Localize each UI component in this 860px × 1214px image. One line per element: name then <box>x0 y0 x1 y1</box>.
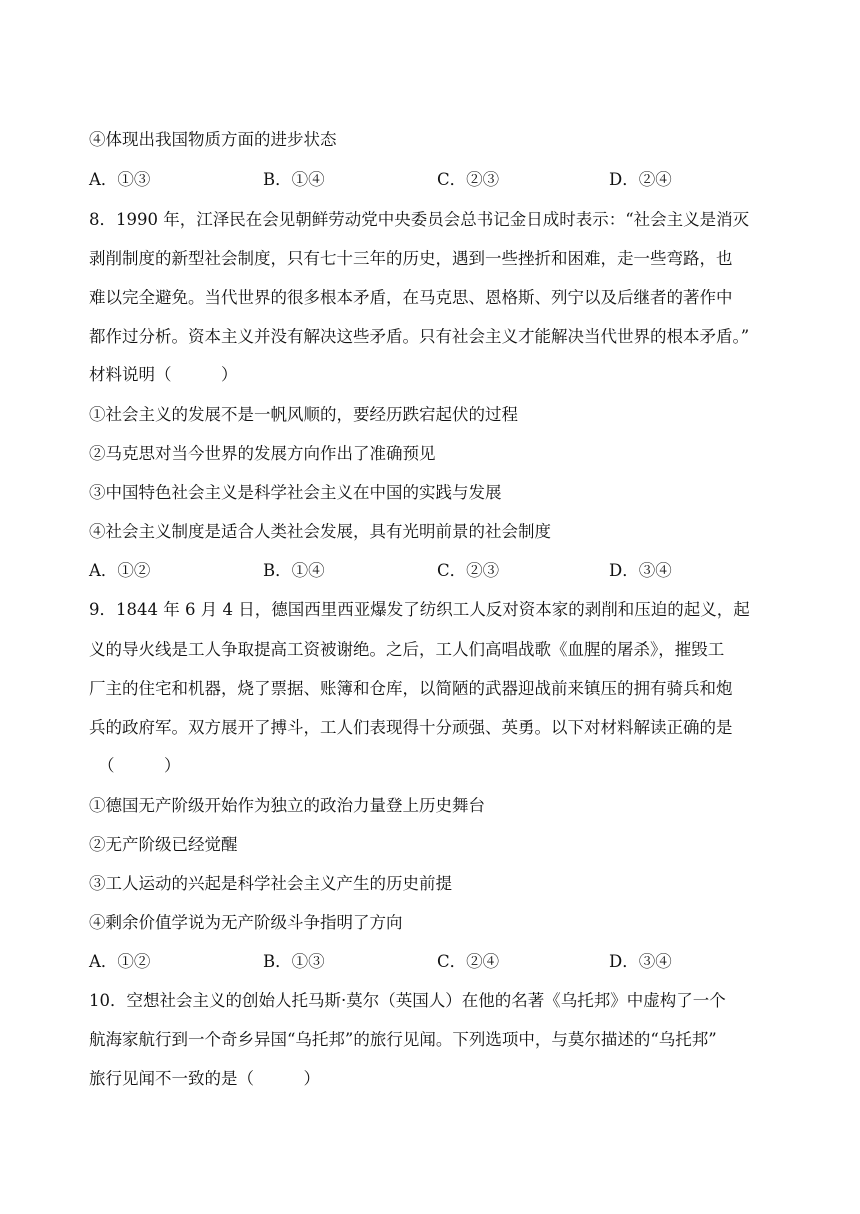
q8-stem-line-2: 剥削制度的新型社会制度，只有七十三年的历史，遇到一些挫折和困难，走一些弯路，也 <box>89 249 733 268</box>
q9-stem-line-5: （ ） <box>98 756 181 775</box>
q9-stem-line-1: 9．1844 年 6 月 4 日，德国西里西亚爆发了纺织工人反对资本家的剥削和压迫的起义，起 <box>89 600 750 619</box>
q8-stem-line-3: 难以完全避免。当代世界的很多根本矛盾，在马克思、恩格斯、列宁以及后继者的著作中 <box>89 288 733 307</box>
q8-statement-4: ④社会主义制度是适合人类社会发展，具有光明前景的社会制度 <box>89 522 551 541</box>
q9-option-b: B．①③ <box>263 952 325 971</box>
q9-option-c: C．②④ <box>437 952 500 971</box>
q8-stem-line-5: 材料说明（ ） <box>89 365 238 384</box>
q8-stem-line-4: 都作过分析。资本主义并没有解决这些矛盾。只有社会主义才能解决当代世界的根本矛盾。” <box>89 327 750 346</box>
prev-statement-4: ④体现出我国物质方面的进步状态 <box>89 130 337 149</box>
q10-stem-line-2: 航海家航行到一个奇乡异国“乌托邦”的旅行见闻。下列选项中，与莫尔描述的“乌托邦” <box>89 1030 717 1049</box>
q9-stem-line-3: 厂主的住宅和机器，烧了票据、账簿和仓库，以简陋的武器迎战前来镇压的拥有骑兵和炮 <box>89 679 733 698</box>
q8-statement-2: ②马克思对当今世界的发展方向作出了准确预见 <box>89 444 436 463</box>
q8-statement-1: ①社会主义的发展不是一帆风顺的，要经历跌宕起伏的过程 <box>89 405 518 424</box>
q9-statement-1: ①德国无产阶级开始作为独立的政治力量登上历史舞台 <box>89 796 485 815</box>
q10-stem-line-1: 10．空想社会主义的创始人托马斯·莫尔（英国人）在他的名著《乌托邦》中虚构了一个 <box>89 991 726 1010</box>
q9-stem-line-2: 义的导火线是工人争取提高工资被谢绝。之后，工人们高唱战歌《血腥的屠杀》，摧毁工 <box>89 640 725 659</box>
prev-option-b: B．①④ <box>263 170 325 189</box>
q8-option-a: A．①② <box>89 561 151 580</box>
q8-option-d: D．③④ <box>609 561 672 580</box>
q9-statement-2: ②无产阶级已经觉醒 <box>89 835 238 854</box>
q8-option-c: C．②③ <box>437 561 500 580</box>
q8-stem-line-1: 8．1990 年，江泽民在会见朝鲜劳动党中央委员会总书记金日成时表示：“社会主义是消灭 <box>89 210 750 229</box>
q10-stem-line-3: 旅行见闻不一致的是（ ） <box>89 1069 320 1088</box>
q9-option-a: A．①② <box>89 952 151 971</box>
q9-statement-3: ③工人运动的兴起是科学社会主义产生的历史前提 <box>89 874 452 893</box>
prev-option-c: C．②③ <box>437 170 500 189</box>
prev-option-a: A．①③ <box>89 170 151 189</box>
prev-option-d: D．②④ <box>609 170 672 189</box>
q8-option-b: B．①④ <box>263 561 325 580</box>
q9-option-d: D．③④ <box>609 952 672 971</box>
q8-statement-3: ③中国特色社会主义是科学社会主义在中国的实践与发展 <box>89 483 502 502</box>
q9-statement-4: ④剩余价值学说为无产阶级斗争指明了方向 <box>89 913 403 932</box>
q9-stem-line-4: 兵的政府军。双方展开了搏斗，工人们表现得十分顽强、英勇。以下对材料解读正确的是 <box>89 718 733 737</box>
